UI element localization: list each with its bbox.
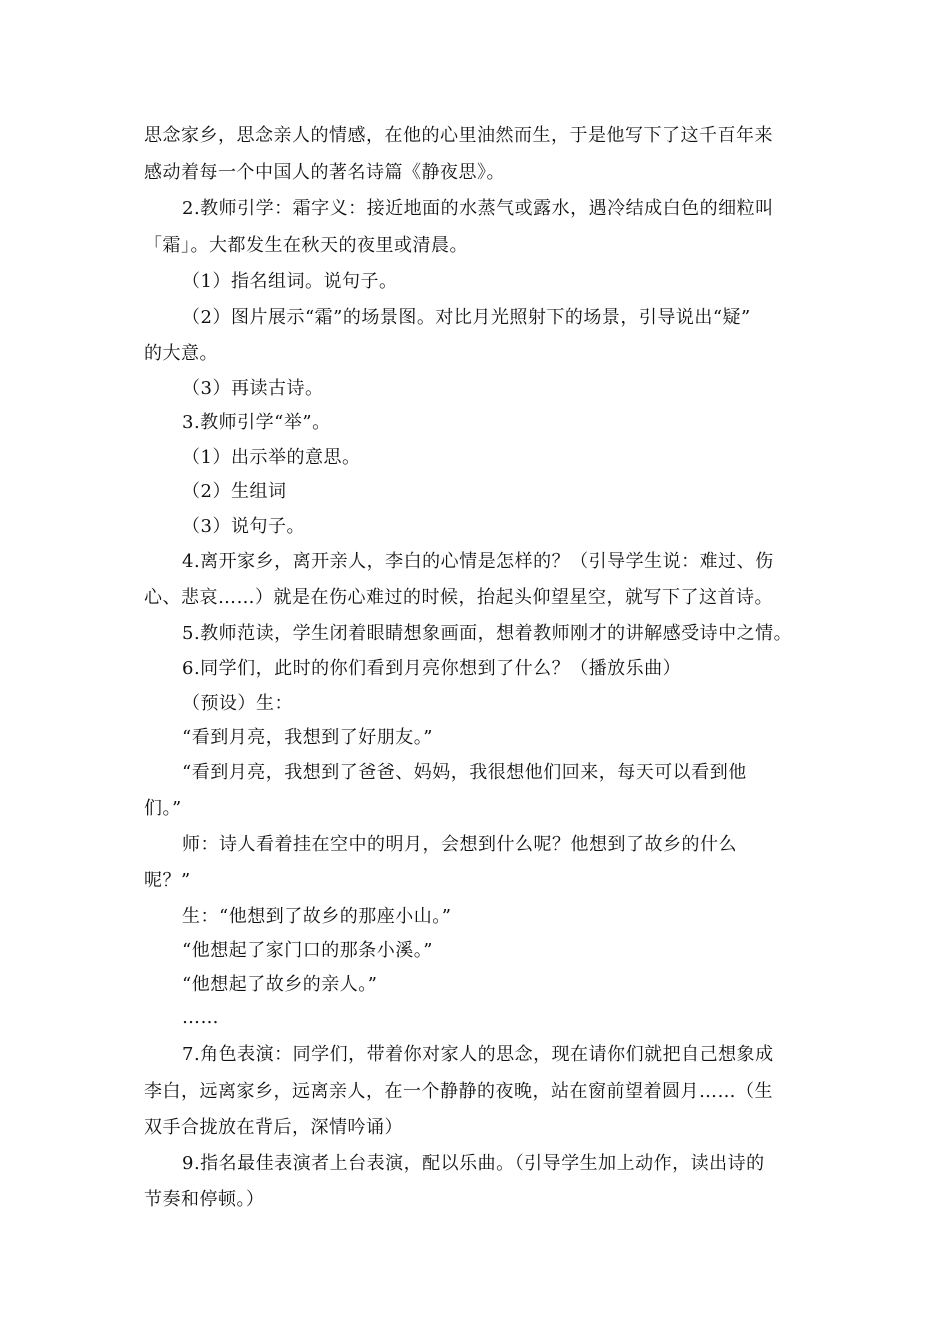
text-line: “他想起了故乡的亲人。”: [182, 974, 378, 995]
text-line: 李白，远离家乡，远离亲人，在一个静静的夜晚，站在窗前望着圆月……（生: [144, 1081, 773, 1102]
text-line: 心、悲哀……）就是在伤心难过的时候，抬起头仰望星空，就写下了这首诗。: [144, 587, 773, 608]
text-line: 6.同学们，此时的你们看到月亮你想到了什么？（播放乐曲）: [182, 658, 682, 679]
ellipsis-line: ……: [182, 1007, 219, 1028]
text-line: （1）指名组词。说句子。: [182, 271, 398, 292]
text-line: 呢？”: [144, 870, 191, 891]
text-line: 「霜」。大都发生在秋天的夜里或清晨。: [144, 235, 468, 256]
text-line: “看到月亮，我想到了好朋友。”: [182, 727, 433, 748]
text-line: 生：“他想到了故乡的那座小山。”: [182, 906, 452, 927]
text-line: （预设）生：: [182, 693, 293, 714]
text-line: “看到月亮，我想到了爸爸、妈妈，我很想他们回来，每天可以看到他: [182, 762, 747, 783]
text-line: 感动着每一个中国人的著名诗篇《静夜思》。: [144, 162, 505, 183]
text-line: 们。”: [144, 798, 182, 819]
text-line: （2）图片展示“霜”的场景图。对比月光照射下的场景，引导说出“疑”: [182, 307, 751, 328]
text-line: 5.教师范读，学生闭着眼睛想象画面，想着教师刚才的讲解感受诗中之情。: [182, 623, 793, 644]
text-line: 7.角色表演：同学们，带着你对家人的思念，现在请你们就把自己想象成: [182, 1044, 774, 1065]
text-line: 节奏和停顿。）: [144, 1189, 265, 1210]
text-line: 2.教师引学：霜字义：接近地面的水蒸气或露水，遇冷结成白色的细粒叫: [182, 198, 774, 219]
text-line: 思念家乡，思念亲人的情感，在他的心里油然而生，于是他写下了这千百年来: [144, 125, 773, 146]
text-line: 3.教师引学“举”。: [182, 412, 331, 433]
text-line: 4.离开家乡，离开亲人，李白的心情是怎样的？（引导学生说：难过、伤: [182, 551, 774, 572]
text-line: （3）再读古诗。: [182, 378, 324, 399]
text-line: 师：诗人看着挂在空中的明月，会想到什么呢？他想到了故乡的什么: [182, 834, 737, 855]
text-line: 的大意。: [144, 343, 218, 364]
text-line: 9.指名最佳表演者上台表演，配以乐曲。（引导学生加上动作，读出诗的: [182, 1153, 765, 1174]
text-line: 双手合拢放在背后，深情吟诵）: [144, 1117, 403, 1138]
text-line: “他想起了家门口的那条小溪。”: [182, 940, 433, 961]
text-line: （2）生组词: [182, 481, 287, 502]
text-line: （1）出示举的意思。: [182, 447, 361, 468]
text-line: （3）说句子。: [182, 516, 305, 537]
